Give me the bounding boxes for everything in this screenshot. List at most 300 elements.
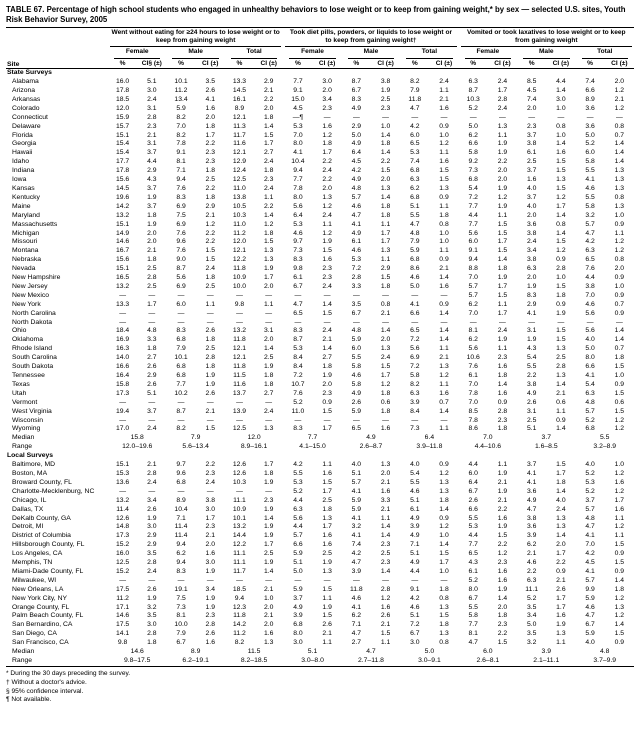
value-cell: — [177,318,185,326]
value-cell: 2.2 [263,95,274,103]
site-cell: Hawaii [12,149,33,157]
value-cell: 5.9 [351,336,362,344]
value-cell: 2.7–11.8 [357,657,384,664]
value-cell: 1.1 [263,300,274,308]
value-cell: 7.3 [468,167,478,175]
value-cell: — [265,291,273,299]
value-cell: 2.1 [439,265,449,273]
value-cell: 10.5 [232,202,247,210]
value-cell: 1.9 [147,594,157,602]
value-cell: 1.4 [614,140,625,148]
value-cell: 2.6 [147,380,157,388]
value-cell: 1.8 [380,407,391,415]
value-cell: 5.5 [468,514,478,522]
value-cell: 1.5 [556,336,566,344]
value-cell: 1.7 [263,274,274,282]
value-cell: 17.3 [115,532,130,540]
value-cell: — [236,487,243,495]
value-cell: — [323,416,331,424]
value-cell: — [148,398,156,406]
value-cell: 1.2 [614,469,625,477]
value-cell: 1.7 [205,514,215,522]
value-cell: 1.9 [497,487,508,495]
value-cell: 10.7 [291,380,305,388]
value-cell: 1.8 [205,167,215,175]
site-cell: Montana [12,247,39,255]
value-cell: — [119,487,126,495]
value-cell: 3.9 [351,567,362,575]
value-cell: 6.7 [585,621,595,629]
value-cell: 2.6 [205,389,215,397]
value-cell: 2.9 [147,541,157,549]
value-cell: 16.6 [115,363,130,371]
value-cell: 19.6 [115,193,130,201]
value-cell: 0.9 [439,122,449,130]
value-cell: 2.2 [322,158,332,166]
value-cell: 1.9 [322,238,332,246]
value-cell: 1.1 [322,639,332,647]
value-cell: 4.1 [585,372,595,379]
value-cell: 4.6 [351,372,362,379]
site-cell: Range [12,657,33,664]
value-cell: 1.4 [263,211,274,219]
value-cell: 2.0 [614,78,625,86]
value-cell: 2.8 [147,274,157,282]
site-cell: Alabama [12,78,39,86]
value-cell: 9.4 [176,559,186,567]
value-cell: 8.8 [468,265,478,273]
table-row [6,167,634,176]
value-cell: 5.3 [293,478,303,486]
value-cell: 3.9 [410,398,420,406]
table-row [6,461,634,470]
value-cell: 3.0 [205,559,215,567]
value-cell: 6.8 [293,621,303,629]
value-cell: 2.1 [497,478,508,486]
value-cell: 2.0 [380,176,391,184]
value-cell: 2.5 [205,345,215,353]
site-cell: Massachusetts [12,220,58,228]
value-cell: 2.9 [205,202,215,210]
value-cell: 0.8 [614,122,625,130]
value-cell: 3.7 [526,193,537,201]
value-cell: 2.4 [263,158,274,166]
value-cell: 2.9 [263,78,274,86]
value-cell: 1.1 [439,425,449,433]
value-cell: 12.0 [247,434,261,442]
value-cell: 7.2 [468,193,478,201]
value-cell: 12.2 [232,256,247,264]
value-cell: 2.5 [205,176,215,184]
site-cell: Los Angeles, CA [12,550,63,558]
value-cell: 2.6 [468,496,478,504]
value-cell: 4.2 [410,122,420,130]
value-cell: 9.4 [293,167,303,175]
value-cell: — [148,576,156,584]
value-cell: 16.3 [115,345,130,353]
value-cell: 1.6 [205,550,215,558]
value-cell: 2.5 [380,95,391,103]
value-cell: 1.4 [439,336,449,344]
value-cell: 1.4 [439,309,449,317]
value-cell: 1.3 [263,639,274,647]
value-cell: 3.5 [351,300,362,308]
value-cell: 1.4 [614,621,625,629]
value-cell: 4.0 [526,184,537,192]
value-cell: 1.6 [205,104,215,112]
value-cell: 7.9 [190,434,201,442]
value-cell: 1.4 [263,345,274,353]
value-cell: 1.5 [614,541,625,549]
value-cell: 5.1 [293,559,303,567]
value-cell: 9.0 [176,256,186,264]
value-cell: 7.7 [468,621,478,629]
value-cell: 2.7 [351,639,362,647]
value-cell: 2.3 [205,523,215,531]
value-cell: 2.4 [322,211,332,219]
value-cell: — [382,291,389,299]
value-cell: 1.4 [556,532,566,540]
site-cell: Indiana [12,167,35,175]
value-cell: 2.1 [380,309,391,317]
value-cell: 4.9 [351,389,362,397]
value-cell: 9.7 [176,461,186,469]
table-row [6,149,634,158]
value-cell: — [206,487,214,495]
value-cell: 5.2 [468,104,478,112]
value-cell: 3.4 [322,95,332,103]
value-cell: 2.1 [205,532,215,540]
value-cell: 1.9 [147,220,157,228]
value-cell: 5.3 [293,220,303,228]
value-cell: 1.9 [322,603,332,611]
value-cell: 1.8 [497,612,508,620]
value-cell: 2.3 [322,389,332,397]
value-cell: 4.7 [366,648,376,656]
value-cell: 5.7 [585,220,595,228]
site-cell: South Dakota [12,363,54,371]
site-cell: New Mexico [12,291,50,299]
value-cell: 12.6 [232,461,247,469]
value-cell: 5.6 [293,202,303,210]
value-cell: 10.1 [174,78,188,86]
value-cell: 6.9 [176,282,186,290]
value-cell: 1.8 [322,363,332,371]
value-cell: — [177,291,185,299]
value-cell: 7.4 [526,95,537,103]
value-cell: 1.5 [497,532,508,540]
value-cell: 15.9 [115,113,130,121]
value-cell: — [323,576,331,584]
site-cell: District of Columbia [12,532,71,540]
value-cell: 8.6 [468,425,478,433]
value-cell: 12.1 [232,247,247,255]
value-cell: 2.0 [147,229,157,237]
value-cell: 5.5 [468,603,478,611]
value-cell: 2.2 [322,176,332,184]
value-cell: 1.2 [614,104,625,112]
value-cell: 1.1 [439,380,449,388]
value-cell: 3.1 [147,140,157,148]
value-cell: 12.5 [115,559,130,567]
value-cell: — [528,113,536,121]
value-cell: 10.9 [232,274,247,282]
value-cell: — [236,291,243,299]
value-cell: 2.1 [263,612,274,620]
value-cell: 6.9 [176,202,186,210]
table-row [6,417,634,426]
value-cell: — [586,318,594,326]
value-cell: 5.9 [351,496,362,504]
value-cell: 1.9 [526,336,537,344]
value-cell: — [352,416,360,424]
value-cell: 1.0 [439,131,449,139]
value-cell: — [352,291,360,299]
table-row [6,425,634,434]
value-cell: 0.9 [614,380,625,388]
value-cell: 6.2 [410,184,420,192]
value-cell: 1.4 [322,300,332,308]
value-cell: 3.1 [263,327,274,335]
value-cell: 1.6 [439,389,449,397]
value-cell: 1.4 [380,131,391,139]
value-cell: 1.5 [205,256,215,264]
value-cell: 2.0 [263,621,274,629]
table-row [6,523,634,532]
value-cell: 1.1 [497,461,508,469]
value-cell: 1.0 [614,372,625,379]
value-cell: 11.8 [233,265,246,273]
value-cell: 4.4 [147,158,157,166]
table-row [6,96,634,105]
value-cell: 7.7 [468,202,478,210]
value-cell: 11.8 [233,612,246,620]
value-cell: 5.4 [585,380,595,388]
value-cell: 5.3 [351,256,362,264]
value-cell: 18.5 [232,585,247,593]
value-cell: 1.5 [556,327,566,335]
value-cell: 2.6 [147,585,157,593]
value-cell: 2.0 [497,603,508,611]
value-cell: 2.0 [263,336,274,344]
sex-header-label: Total [582,48,629,59]
value-cell: 11.8 [233,336,246,344]
value-cell: 2.8 [556,363,566,371]
value-cell: 2.2 [526,567,537,575]
value-cell: 19.1 [174,585,188,593]
value-cell: 2.4 [322,282,332,290]
value-cell: 6.1 [351,238,362,246]
value-cell: 2.0 [147,238,157,246]
value-cell: 4.7 [410,104,420,112]
value-cell: 1.3 [556,514,566,522]
value-cell: 2.0 [263,104,274,112]
value-cell: 1.8 [322,140,332,148]
value-cell: 6.8 [585,425,595,433]
value-cell: 0.9 [439,514,449,522]
table-row [6,604,634,613]
site-cell: Hillsborough County, FL [12,541,85,549]
value-cell: 14.4 [232,532,247,540]
value-cell: 1.1 [556,407,566,415]
median-row [6,648,634,657]
value-cell: — [294,576,302,584]
percent-column-header: % [576,59,605,69]
site-cell: Median [12,648,35,656]
value-cell: 13.2 [115,496,130,504]
value-cell: 1.2 [380,594,391,602]
value-cell: 11.7 [233,567,246,575]
site-cell: Georgia [12,140,37,148]
value-cell: 2.0 [263,282,274,290]
sex-header-label: Male [348,48,394,59]
value-cell: 6.6 [468,140,478,148]
value-cell: 7.1 [351,621,362,629]
table-row [6,390,634,399]
value-cell: 15.8 [130,434,144,442]
site-cell: Miami-Dade County, FL [12,567,84,575]
value-cell: 1.5 [556,167,566,175]
value-cell: 2.3 [205,158,215,166]
value-cell: 1.2 [614,247,625,255]
value-cell: 2.2 [205,184,215,192]
value-cell: 1.5 [205,425,215,433]
value-cell: 0.9 [614,309,625,317]
site-cell: North Carolina [12,309,56,317]
value-cell: 6.8 [410,167,420,175]
value-cell: 3.7 [526,461,537,469]
value-cell: 4.7 [410,220,420,228]
value-cell: 4.0 [585,336,595,344]
group-header-diet-pills [283,28,458,48]
value-cell: 4.7 [585,229,595,237]
section-label: Local Surveys [7,452,54,460]
value-cell: 8.3 [176,567,186,575]
value-cell: 6.0 [468,238,478,246]
value-cell: 2.8 [556,265,566,273]
value-cell: 11.0 [291,407,305,415]
value-cell: 5.6 [468,345,478,353]
value-cell: 2.0 [526,274,537,282]
value-cell: 9.1 [410,585,420,593]
value-cell: 1.6 [556,612,566,620]
value-cell: 4.8 [351,327,362,335]
value-cell: 3.8 [205,496,215,504]
value-cell: 1.4 [439,327,449,335]
value-cell: 4.6 [585,184,595,192]
value-cell: — [557,113,565,121]
value-cell: 8.1 [468,327,478,335]
site-cell: South Carolina [12,354,57,362]
value-cell: 6.7 [468,594,478,602]
site-cell: Memphis, TN [12,559,53,567]
value-cell: 4.8 [410,229,420,237]
value-cell: — [440,113,448,121]
value-cell: 10.3 [466,95,480,103]
value-cell: 1.4 [497,594,508,602]
value-cell: 7.2 [351,265,362,273]
value-cell: 1.0 [263,594,274,602]
value-cell: 10.1 [232,514,247,522]
value-cell: — [177,398,185,406]
value-cell: 2.6 [351,398,362,406]
value-cell: 4.9 [351,104,362,112]
site-cell: Boston, MA [12,469,48,477]
value-cell: 9.8 [293,265,303,273]
value-cell: 9.1 [468,247,478,255]
sex-header-total [400,47,458,59]
value-cell: — [323,318,331,326]
value-cell: 1.5 [497,229,508,237]
value-cell: 4.1 [585,176,595,184]
value-cell: 5.3 [585,478,595,486]
value-cell: 15.2 [115,567,130,575]
value-cell: 8.2 [410,78,420,86]
value-cell: 5.1 [410,612,420,620]
value-cell: 11.4 [174,532,188,540]
value-cell: 0.9 [556,300,566,308]
value-cell: 1.8 [205,336,215,344]
value-cell: 2.0 [380,336,391,344]
site-cell: New Jersey [12,282,48,290]
value-cell: 9.4 [176,176,186,184]
value-cell: 2.5 [556,354,566,362]
value-cell: — [469,318,477,326]
value-cell: 2.0 [526,211,537,219]
value-cell: 4.1 [351,532,362,540]
value-cell: 1.3 [556,523,566,531]
value-cell: 11.6 [233,140,246,148]
value-cell: 2.3 [205,149,215,157]
value-cell: 1.7 [147,300,157,308]
value-cell: 2.2 [497,158,508,166]
value-cell: 13.9 [232,407,247,415]
value-cell: 1.7 [556,550,566,558]
value-cell: 7.7 [468,220,478,228]
site-cell: Delaware [12,122,41,130]
value-cell: 4.5 [293,104,303,112]
value-cell: 2.5 [147,265,157,273]
value-cell: 4.4 [410,567,420,575]
value-cell: 12.6 [232,469,247,477]
value-cell: 5.2 [585,469,595,477]
site-cell: Detroit, MI [12,523,44,531]
value-cell: 1.5 [556,461,566,469]
value-cell: 10.3 [232,211,247,219]
value-cell: 5.0 [410,282,420,290]
value-cell: 3.8 [526,514,537,522]
value-cell: 2.1 [205,211,215,219]
value-cell: 3.4 [147,496,157,504]
site-cell: New Orleans, LA [12,585,64,593]
site-cell: Maine [12,202,31,210]
value-cell: 1.2 [322,131,332,139]
value-cell: 1.0 [439,567,449,575]
value-cell: — [177,309,185,317]
value-cell: 2.0 [322,87,332,94]
value-cell: — [265,309,273,317]
value-cell: 8.9 [190,648,201,656]
value-cell: 2.5 [322,496,332,504]
value-cell: — [177,416,185,424]
value-cell: 2.8 [380,585,391,593]
value-cell: 1.1 [263,193,274,201]
table-row [6,292,634,301]
sex-header-female [108,47,166,59]
value-cell: 4.1 [351,220,362,228]
value-cell: 13.6 [115,478,130,486]
value-cell: 1.0 [614,211,625,219]
